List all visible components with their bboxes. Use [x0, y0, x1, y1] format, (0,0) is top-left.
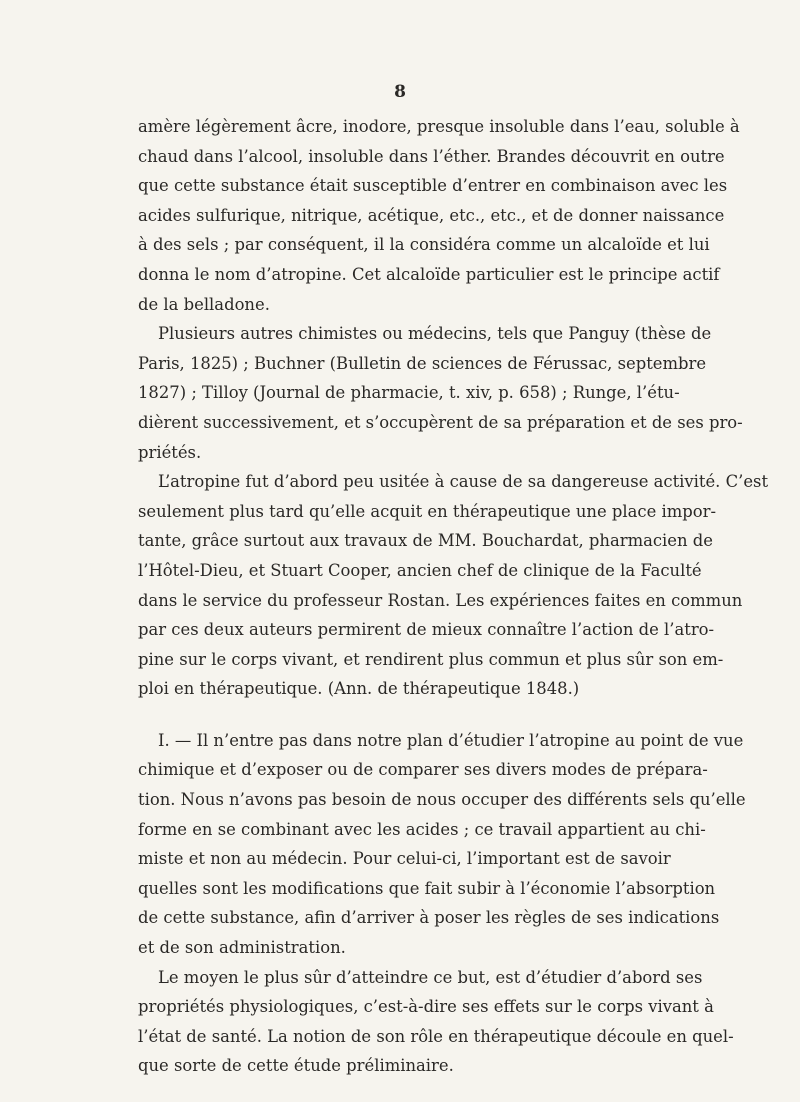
text-line: forme en se combinant avec les acides ; ce travail appartient au chi-	[138, 819, 706, 839]
paragraph	[138, 319, 743, 467]
text-line: et de son administration.	[138, 938, 346, 958]
paragraph	[138, 963, 734, 1081]
text-line: quelles sont les modifications que fait subir à l’économie l’absorption	[138, 878, 716, 898]
text-line: miste et non au médecin. Pour celui-ci, l’important est de savoir	[138, 849, 671, 869]
text-line: 1827) ; Tilloy (Journal de pharmacie, t. xiv, p. 658) ; Runge, l’étu-	[138, 383, 680, 403]
text-line: Paris, 1825) ; Buchner (Bulletin de sciences de Férussac, septembre	[138, 353, 707, 373]
text-line: pine sur le corps vivant, et rendirent plus commun et plus sûr son em-	[138, 649, 724, 669]
text-line: l’état de santé. La notion de son rôle en thérapeutique découle en quel-	[138, 1026, 734, 1046]
page-number: 8	[394, 82, 406, 102]
text-line: de cette substance, afin d’arriver à poser les règles de ses indications	[138, 908, 720, 928]
text-line: dans le service du professeur Rostan. Les expériences faites en commun	[138, 590, 743, 610]
text-line: que sorte de cette étude préliminaire.	[138, 1056, 454, 1076]
paragraph	[138, 467, 769, 704]
text-line: amère légèrement âcre, inodore, presque insoluble dans l’eau, soluble à	[138, 117, 740, 136]
text-line: l’Hôtel-Dieu, et Stuart Cooper, ancien chef de clinique de la Faculté	[138, 560, 702, 580]
text-line: que cette substance était susceptible d’entrer en combinaison avec les	[138, 176, 728, 196]
paragraph	[138, 726, 746, 963]
text-line: acides sulfurique, nitrique, acétique, etc., etc., et de donner naissance	[138, 205, 725, 225]
text-line: tante, grâce surtout aux travaux de MM. Bouchardat, pharmacien de	[138, 531, 713, 551]
text-line: propriétés physiologiques, c’est-à-dire ses effets sur le corps vivant à	[138, 997, 714, 1017]
text-line: chaud dans l’alcool, insoluble dans l’éther. Brandes découvrit en outre	[138, 146, 725, 166]
text-line: ploi en thérapeutique. (Ann. de thérapeutique 1848.)	[138, 679, 580, 699]
section-gap	[138, 704, 666, 726]
text-line: Le moyen le plus sûr d’atteindre ce but, est d’étudier d’abord ses	[158, 967, 703, 987]
text-line: à des sels ; par conséquent, il la considéra comme un alcaloïde et lui	[138, 235, 710, 255]
text-line: de la belladone.	[138, 294, 270, 314]
text-line: chimique et d’exposer ou de comparer ses divers modes de prépara-	[138, 760, 708, 780]
text-line: donna le nom d’atropine. Cet alcaloïde particulier est le principe actif	[138, 264, 720, 284]
text-line: par ces deux auteurs permirent de mieux connaître l’action de l’atro-	[138, 620, 715, 640]
text-line: seulement plus tard qu’elle acquit en thérapeutique une place impor-	[138, 501, 716, 521]
text-line: L’atropine fut d’abord peu usitée à cause de sa dangereuse activité. C’est	[158, 472, 769, 492]
text-line: tion. Nous n’avons pas besoin de nous occuper des différents sels qu’elle	[138, 790, 746, 810]
text-line: I. — Il n’entre pas dans notre plan d’étudier l’atropine au point de vue	[158, 730, 744, 750]
body-text	[138, 112, 769, 1081]
text-line: priétés.	[138, 442, 202, 462]
text-line: Plusieurs autres chimistes ou médecins, tels que Panguy (thèse de	[158, 324, 712, 344]
paragraph	[138, 112, 740, 319]
text-line: dièrent successivement, et s’occupèrent de sa préparation et de ses pro-	[138, 412, 743, 432]
